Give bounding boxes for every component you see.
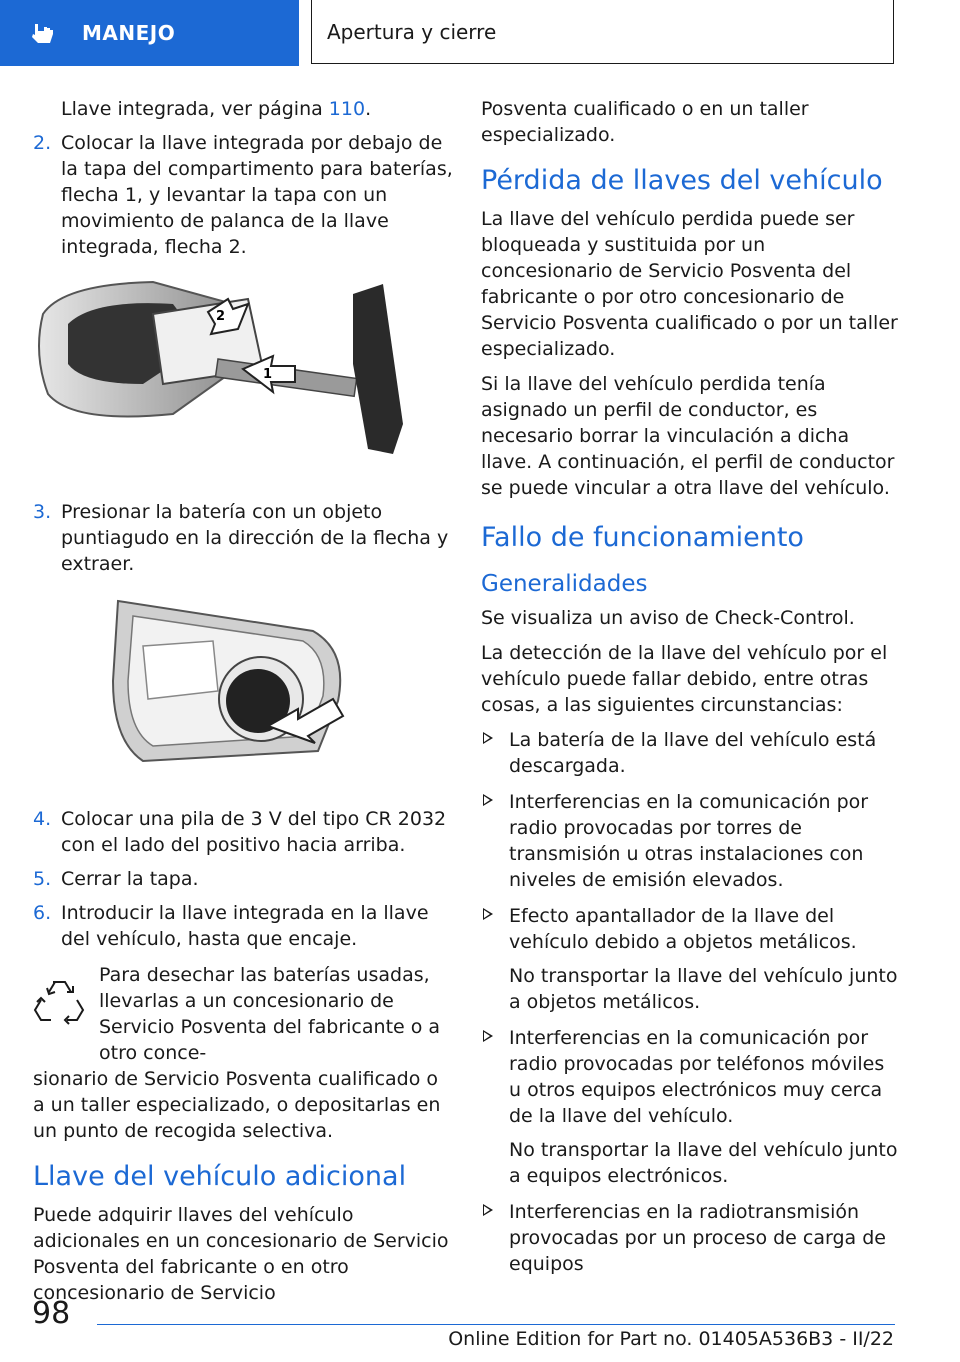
list-item: Efecto apantallador de la llave del vehículo debido a objetos metálicos. [481, 903, 901, 955]
step-text: Presionar la batería con un objeto puntiagudo en la dirección de la flecha y extraer. [61, 501, 449, 575]
section-tab[interactable] [0, 0, 299, 66]
arrow-label-2: 2 [216, 309, 226, 324]
page-number: 98 [32, 1296, 71, 1331]
arrow-label-1: 1 [263, 367, 273, 382]
heading-malfunction: Fallo de funcionamiento [481, 522, 804, 553]
step-text: Introducir la llave integrada en la llave del vehículo, hasta que encaje. [61, 902, 429, 950]
recycling-note [33, 962, 453, 1144]
continued-text: Posventa cualificado o en un taller especializado. [481, 98, 809, 146]
left-column [33, 96, 453, 1315]
list-item: La batería de la llave del vehículo está descargada. [481, 727, 901, 779]
recycle-text: Para desechar las baterías usadas, llevarlas a un concesionario de Servicio Posventa del fabricante o a otro conce- [99, 964, 441, 1064]
list-item: Interferencias en la radiotransmisión provocadas por un proceso de carga de equipos [481, 1199, 901, 1277]
list-item: Interferencias en la comunicación por radio provocadas por torres de transmisión u otras instalaciones con niveles de emisión elevados. [481, 789, 901, 893]
step-number: 5. [33, 868, 52, 890]
intro-paragraph: Llave integrada, ver página 110. [61, 98, 372, 120]
bullet-icon [483, 794, 493, 806]
chapter-header [311, 0, 894, 64]
step-3 [33, 499, 453, 577]
key-figure-1 [33, 274, 453, 481]
heading-key-loss: Pérdida de llaves del vehículo [481, 165, 883, 196]
page-link[interactable]: 110 [328, 98, 366, 120]
step-2 [33, 130, 453, 260]
step-number: 3. [33, 501, 52, 523]
heading-additional-key: Llave del vehículo adicional [33, 1161, 407, 1192]
key-figure-2 [33, 591, 453, 788]
step-5 [33, 866, 453, 892]
section-title: MANEJO [82, 21, 176, 45]
general-paragraph-1: Se visualiza un aviso de Check-Control. [481, 607, 855, 629]
right-column [481, 96, 901, 1287]
steering-hand-icon [30, 20, 56, 46]
step-6 [33, 900, 453, 952]
step-4 [33, 806, 453, 858]
bullet-icon [483, 1030, 493, 1042]
general-paragraph-2: La detección de la llave del vehículo por el vehículo puede fallar debido, entre otras cosas, a las siguientes circunstancias: [481, 642, 888, 716]
bullet-icon [483, 732, 493, 744]
loss-paragraph-1: La llave del vehículo perdida puede ser bloqueada y sustituida por un concesionario de Servicio Posventa del fabricante o por otro concesionario de Servicio Posventa cualificado o por un taller especializado. [481, 208, 898, 360]
edition-note: Online Edition for Part no. 01405A536B3 - II/22 [448, 1328, 894, 1350]
bullet-icon [483, 908, 493, 920]
chapter-title: Apertura y cierre [327, 19, 497, 44]
step-number: 4. [33, 808, 52, 830]
bullet-icon [483, 1204, 493, 1216]
list-item-note: No transportar la llave del vehículo junto a objetos metálicos. [509, 965, 898, 1013]
key-blade-illustration [33, 274, 433, 474]
recycle-text-cont: sionario de Servicio Posventa cualificado o a un taller especializado, o depositarlas en un punto de recogida selectiva. [33, 1068, 441, 1142]
list-item-note: No transportar la llave del vehículo junto a equipos electrónicos. [509, 1139, 898, 1187]
step-number: 6. [33, 902, 52, 924]
step-text: Colocar una pila de 3 V del tipo CR 2032 con el lado del positivo hacia arriba. [61, 808, 447, 856]
additional-key-text: Puede adquirir llaves del vehículo adicionales en un concesionario de Servicio Posventa del fabricante o en otro concesionario de Servicio [33, 1204, 449, 1304]
heading-general: Generalidades [481, 571, 648, 597]
list-item: Interferencias en la comunicación por radio provocadas por teléfonos móviles u otros equipos electrónicos muy cerca de la llave del vehículo. [481, 1025, 901, 1129]
loss-paragraph-2: Si la llave del vehículo perdida tenía asignado un perfil de conductor, es necesario borrar la vinculación a dicha llave. A continuación, el perfil de conductor se puede vincular a otra llave del vehículo. [481, 373, 895, 499]
recycle-icon [33, 974, 85, 1026]
battery-illustration [103, 591, 363, 781]
step-text: Cerrar la tapa. [61, 868, 199, 890]
step-number: 2. [33, 132, 52, 154]
footer-divider [97, 1324, 895, 1325]
step-text: Colocar la llave integrada por debajo de la tapa del compartimento para baterías, flecha 1, y levantar la tapa con un movimiento de palanca de la llave integrada, flecha 2. [61, 132, 453, 258]
